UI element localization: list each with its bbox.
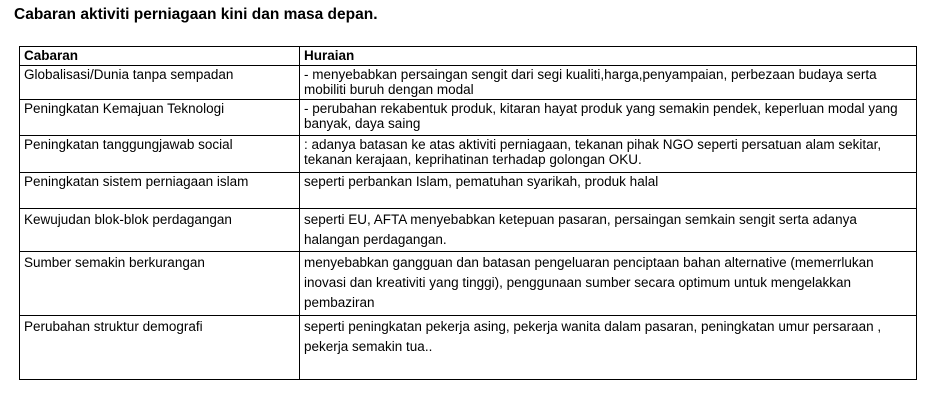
table-row [20,135,917,172]
table-row [20,315,917,379]
cabaran-cell: Kewujudan blok-blok perdagangan [20,208,300,251]
huraian-cell: seperti perbankan Islam, pematuhan syarikah, produk halal [300,172,917,208]
page-title: Cabaran aktiviti perniagaan kini dan masa depan. [14,6,378,23]
column-header-huraian: Huraian [300,47,917,66]
table-row [20,99,917,135]
cabaran-cell: Peningkatan sistem perniagaan islam [20,172,300,208]
huraian-cell: : adanya batasan ke atas aktiviti perniagaan, tekanan pihak NGO seperti persatuan alam sekitar, tekanan kerajaan, keprihatinan terhadap golongan OKU. [300,135,917,172]
cabaran-cell: Peningkatan tanggungjawab social [20,135,300,172]
table-row [20,65,917,99]
huraian-cell: - perubahan rekabentuk produk, kitaran hayat produk yang semakin pendek, keperluan modal yang banyak, daya saing [300,99,917,135]
table-row [20,208,917,251]
cabaran-cell: Perubahan struktur demografi [20,315,300,379]
huraian-cell: - menyebabkan persaingan sengit dari segi kualiti,harga,penyampaian, perbezaan budaya serta mobiliti buruh dengan modal [300,65,917,99]
cabaran-cell: Peningkatan Kemajuan Teknologi [20,99,300,135]
huraian-cell: menyebabkan gangguan dan batasan pengeluaran penciptaan bahan alternative (memerrlukan inovasi dan kreativiti yang tinggi), penggunaan sumber secara optimum untuk mengelakkan pembaziran [300,251,917,315]
cabaran-cell: Sumber semakin berkurangan [20,251,300,315]
table-row [20,172,917,208]
challenges-table [19,46,917,380]
huraian-cell: seperti peningkatan pekerja asing, pekerja wanita dalam pasaran, peningkatan umur persaraan , pekerja semakin tua.. [300,315,917,379]
table-header-row [20,47,917,66]
cabaran-cell: Globalisasi/Dunia tanpa sempadan [20,65,300,99]
huraian-cell: seperti EU, AFTA menyebabkan ketepuan pasaran, persaingan semkain sengit serta adanya halangan perdagangan. [300,208,917,251]
column-header-cabaran: Cabaran [20,47,300,66]
table-row [20,251,917,315]
